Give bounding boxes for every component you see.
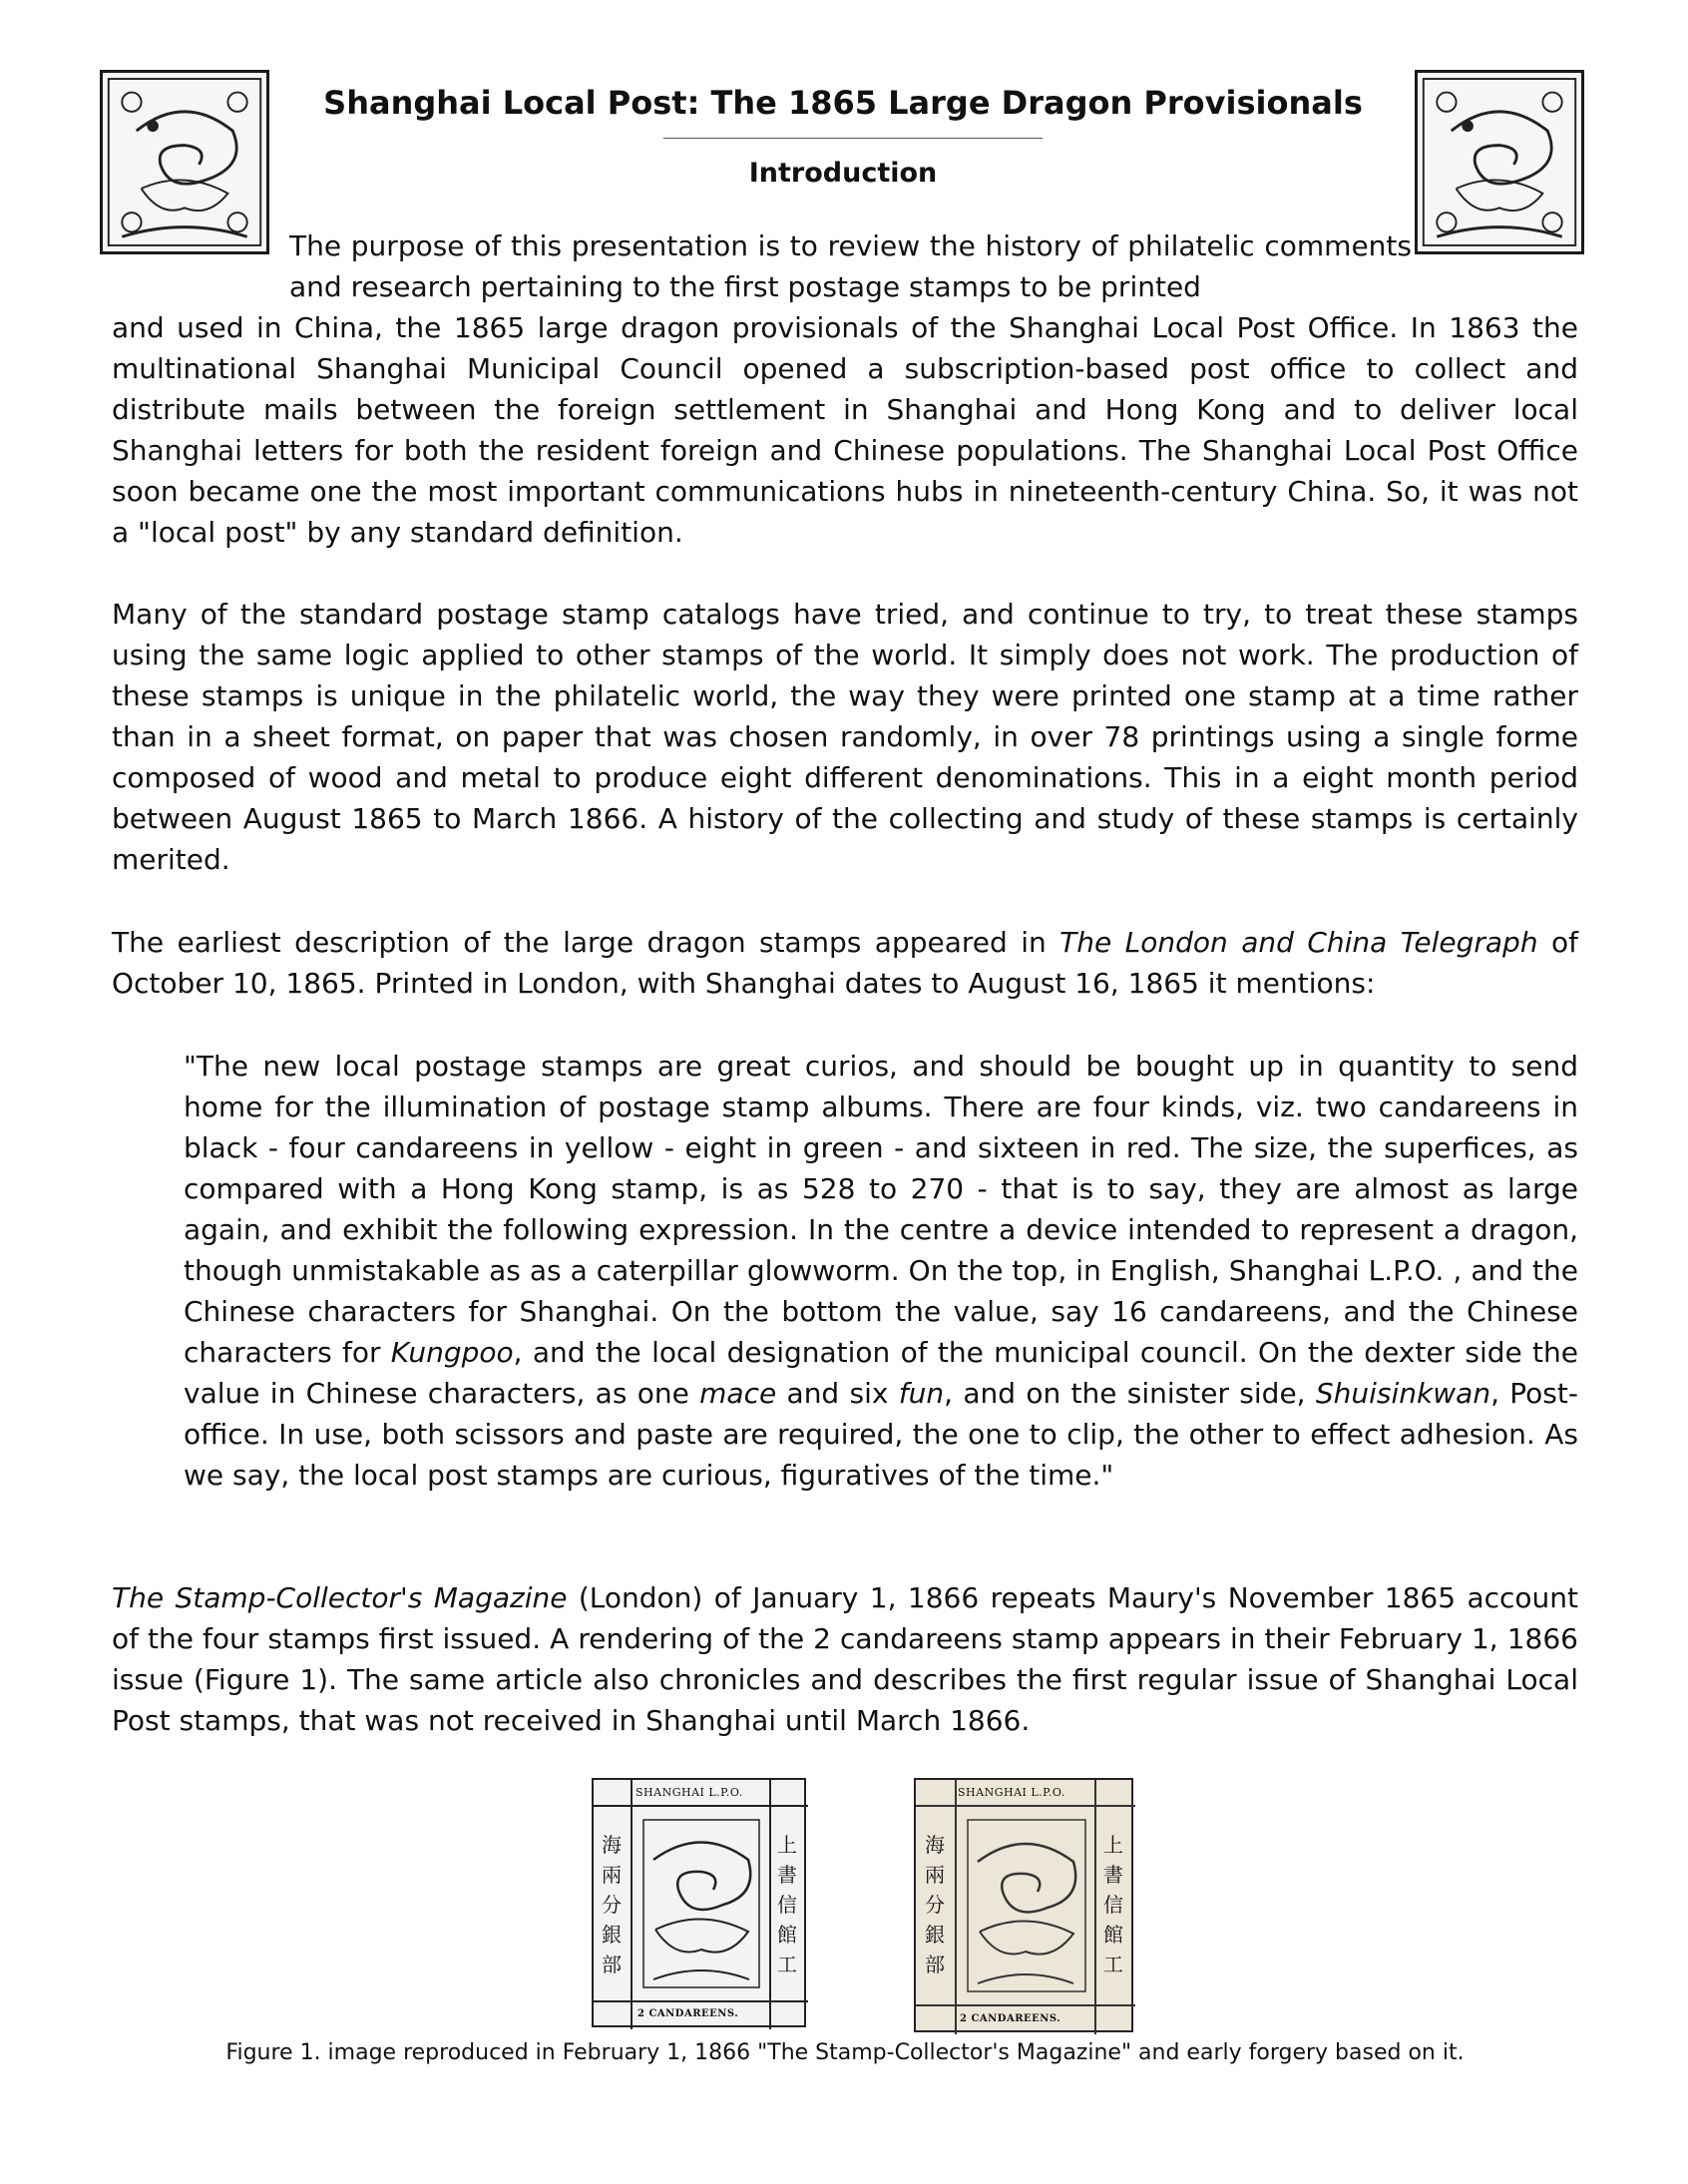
stamp-top-text: SHANGHAI L.P.O. [635,1786,743,1799]
section-heading: Introduction [748,158,938,189]
quote-italic-term: fun [898,1377,945,1410]
publication-title: The London and China Telegraph [1059,926,1538,959]
stamp-top-text: SHANGHAI L.P.O. [958,1786,1065,1799]
quote-italic-term: mace [699,1377,777,1410]
dragon-stamp-icon [916,1780,1135,2034]
stamp-right-characters: 上 書 信 館 工 [1103,1833,1123,1976]
title-divider [663,138,1043,139]
intro-paragraph-2: Many of the standard postage stamp catalogs have tried, and continue to try, to treat these stamps using the same logic applied to other stamps of the world. It simply does not work. The production of these stamps is unique in the philatelic world, the way they were printed one stamp at a time rather than in a sheet format, on paper that was chosen randomly, in over 78 printings using a single forme composed of wood and metal to produce eight different denominations. This in a eight month period between August 1865 to March 1866. A history of the collecting and study of these stamps is certainly merited. [112,598,1578,876]
dragon-stamp-icon [1418,73,1581,251]
paragraph-text: of October 10, 1865. Printed in London, with Shanghai dates to August 16, 1865 it mentions: [112,926,1578,1000]
dragon-logo-left [100,70,269,254]
stamp-left-characters: 海 兩 分 銀 部 [602,1833,622,1976]
stamp-image-forgery [914,1778,1133,2032]
intro-paragraph-1: and used in China, the 1865 large dragon provisionals of the Shanghai Local Post Office. In 1863 the multinational Shanghai Municipal Council opened a subscription-based post office to collect and distribute mails between the foreign settlement in Shanghai and Hong Kong and to deliver local Shanghai letters for both the resident foreign and Chinese populations. The Shanghai Local Post Office soon became one the most important communications hubs in nineteenth-century China. So, it was not a "local post" by any standard definition. [112,311,1578,549]
dragon-stamp-icon [103,73,266,251]
stamp-bottom-text: 2 CANDAREENS. [637,2008,739,2019]
intro-paragraph-3 [112,922,1578,1004]
quote-text: and six [776,1377,899,1410]
stamp-left-characters: 海 兩 分 銀 部 [925,1833,945,1976]
quote-italic-term: Kungpoo [390,1336,514,1369]
figure-caption: Figure 1. image reproduced in February 1, 1866 "The Stamp-Collector's Magazine" and early forgery based on it. [225,2040,1465,2065]
stamp-right-characters: 上 書 信 館 工 [777,1833,797,1976]
quote-text: , and the local designation of the municipal council. On the dexter side the value in Chinese characters, as one [184,1336,1578,1410]
stamp-bottom-text: 2 CANDAREENS. [960,2013,1061,2024]
paragraph-text: The earliest description of the large dragon stamps appeared in [112,926,1060,959]
quote-text: , Post-office. In use, both scissors and paste are required, the one to clip, the other to effect adhesion. As we say, the local post stamps are curious, figuratives of the time." [184,1377,1578,1492]
intro-paragraph-lead: The purpose of this presentation is to review the history of philatelic comments and research pertaining to the first postage stamps to be printed [289,229,1412,303]
intro-paragraph-4 [112,1577,1578,1741]
stamp-image-original [592,1778,806,2027]
paragraph-text: (London) of January 1, 1866 repeats Maury's November 1865 account of the four stamps first issued. A rendering of the 2 candareens stamp appears in their February 1, 1866 issue (Figure 1). The same article also chronicles and describes the first regular issue of Shanghai Local Post stamps, that was not received in Shanghai until March 1866. [112,1581,1579,1737]
publication-title: The Stamp-Collector's Magazine [112,1581,568,1614]
quote-text: , and on the sinister side, [944,1377,1316,1410]
quote-italic-term: Shuisinkwan [1315,1377,1491,1410]
page-title: Shanghai Local Post: The 1865 Large Dragon Provisionals [323,84,1363,122]
quote-text: "The new local postage stamps are great curios, and should be bought up in quantity to send home for the illumination of postage stamp albums. There are four kinds, viz. two candareens in black - four candareens in yellow - eight in green - and sixteen in red. The size, the superfices, as compared with a Hong Kong stamp, is as 528 to 270 - that is to say, they are almost as large again, and exhibit the following expression. In the centre a device intended to represent a dragon, though unmistakable as as a caterpillar glowworm. On the top, in English, Shanghai L.P.O. , and the Chinese characters for Shanghai. On the bottom the value, say 16 candareens, and the Chinese characters for [184,1050,1578,1369]
dragon-stamp-icon [594,1780,808,2029]
dragon-logo-right [1415,70,1584,254]
block-quote [184,1046,1578,1496]
